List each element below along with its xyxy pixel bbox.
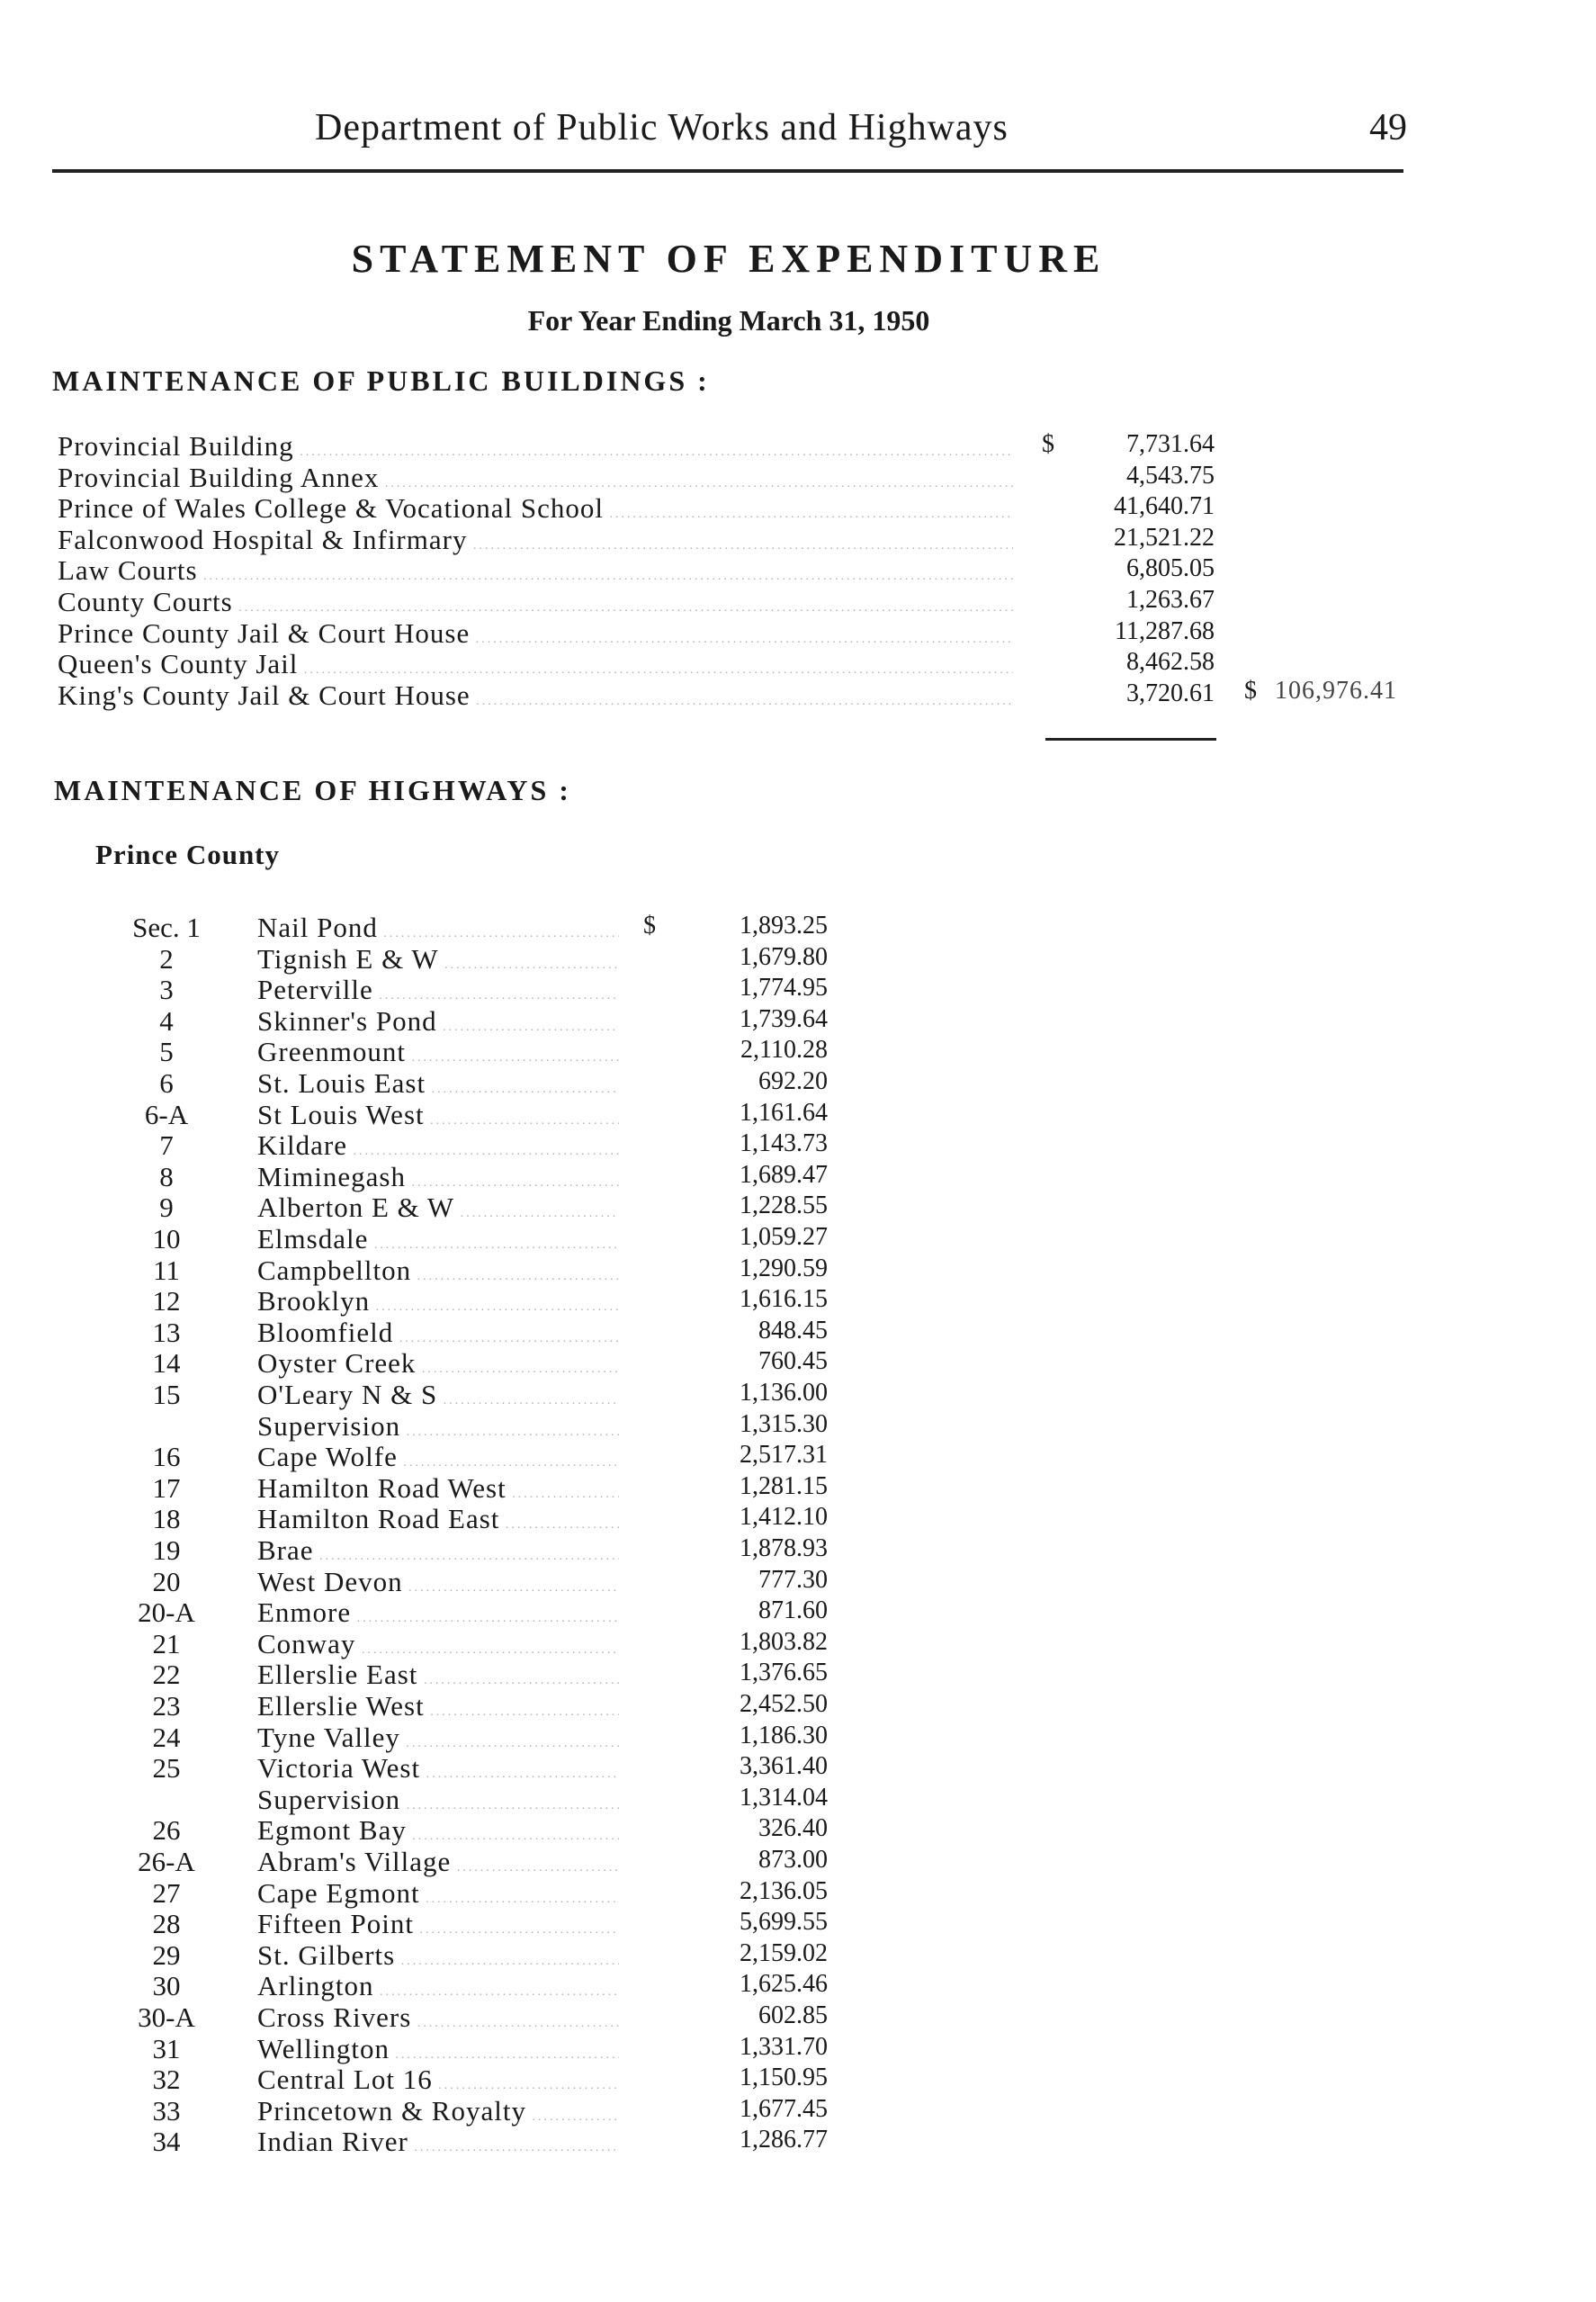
section-name: Greenmount .....: [257, 1036, 619, 1068]
section-name: Cape Wolfe .....: [257, 1441, 619, 1473]
section-name: Peterville .....: [257, 974, 619, 1006]
building-name: Queen's County Jail .....: [58, 648, 1013, 680]
section-number: 26-A: [138, 1846, 195, 1877]
section-name: Nail Pond .....: [257, 912, 619, 944]
building-name: Provincial Building Annex .....: [58, 462, 1013, 494]
section-number: 22: [152, 1659, 181, 1691]
section-name: Enmore .....: [257, 1596, 619, 1629]
section-amount: 1,803.82: [740, 1627, 828, 1656]
section-number: 9: [159, 1191, 174, 1224]
header-rule: [52, 169, 1403, 173]
section-amount: 1,143.73: [740, 1129, 828, 1158]
building-amount: 7,731.64: [1126, 430, 1215, 458]
building-amount: 21,521.22: [1114, 523, 1215, 552]
section-name: St Louis West .....: [257, 1099, 619, 1131]
section-number: 13: [152, 1316, 181, 1348]
section-name: St. Gilberts .....: [257, 1939, 619, 1972]
section-amount: 1,376.65: [740, 1659, 828, 1687]
section-amount: 1,331.70: [740, 2032, 828, 2061]
buildings-total: 106,976.41: [1275, 677, 1397, 705]
section-name: Oyster Creek .....: [257, 1347, 619, 1380]
section-heading-highways: MAINTENANCE OF HIGHWAYS :: [54, 774, 571, 806]
section-number: 18: [152, 1503, 181, 1535]
building-amount: 1,263.67: [1126, 586, 1215, 614]
section-amount: 2,159.02: [740, 1938, 828, 1967]
section-name: St. Louis East .....: [257, 1067, 619, 1100]
building-amount: 8,462.58: [1126, 648, 1215, 677]
section-number: 10: [152, 1223, 181, 1254]
section-name: Brae .....: [257, 1534, 619, 1567]
section-amount: 1,774.95: [740, 974, 828, 1003]
page-subtitle: For Year Ending March 31, 1950: [527, 304, 930, 337]
building-amount: 41,640.71: [1114, 492, 1215, 521]
section-amount: 1,290.59: [740, 1254, 828, 1282]
section-amount: 1,689.47: [740, 1160, 828, 1189]
section-name: O'Leary N & S .....: [257, 1379, 619, 1411]
section-amount: 1,739.64: [740, 1004, 828, 1033]
section-number: 24: [152, 1721, 181, 1753]
section-number: 23: [152, 1690, 181, 1722]
section-amount: 1,161.64: [740, 1098, 828, 1127]
section-number: 17: [152, 1471, 181, 1504]
section-number: 29: [152, 1938, 181, 1971]
section-amount: 5,699.55: [740, 1908, 828, 1937]
section-number: 6-A: [144, 1098, 189, 1130]
section-number: 11: [153, 1254, 180, 1286]
page-number: 49: [1369, 107, 1407, 148]
section-name: Tyne Valley .....: [257, 1722, 619, 1754]
section-name: Cross Rivers .....: [257, 2001, 619, 2034]
section-amount: 1,893.25: [740, 912, 828, 940]
section-name: Alberton E & W .....: [257, 1191, 619, 1224]
section-amount: 2,136.05: [740, 1876, 828, 1905]
section-number: 3: [159, 974, 174, 1006]
section-number: 27: [152, 1876, 181, 1909]
section-amount: 1,616.15: [740, 1285, 828, 1314]
section-number: 6: [159, 1067, 174, 1099]
section-heading-public-buildings: MAINTENANCE OF PUBLIC BUILDINGS :: [52, 364, 710, 397]
building-name: Falconwood Hospital & Infirmary .....: [58, 524, 1013, 556]
section-amount: 1,412.10: [740, 1503, 828, 1532]
section-name: Princetown & Royalty .....: [257, 2095, 619, 2127]
section-amount: 871.60: [758, 1596, 828, 1625]
section-number: Sec. 1: [132, 912, 201, 943]
section-amount: 1,281.15: [740, 1471, 828, 1500]
section-number: 16: [152, 1441, 181, 1473]
section-amount: 848.45: [758, 1316, 828, 1344]
section-amount: 1,136.00: [740, 1379, 828, 1407]
section-amount: 1,314.04: [740, 1783, 828, 1812]
building-name: Provincial Building .....: [58, 430, 1013, 463]
section-number: 19: [152, 1534, 181, 1566]
section-amount: 1,059.27: [740, 1223, 828, 1251]
building-name: Law Courts .....: [58, 554, 1013, 587]
section-number: 8: [159, 1160, 174, 1192]
building-amount: 6,805.05: [1126, 554, 1215, 583]
section-name: Campbellton .....: [257, 1254, 619, 1287]
section-amount: 1,625.46: [740, 1970, 828, 1999]
section-amount: 760.45: [758, 1347, 828, 1376]
section-number: 7: [159, 1129, 174, 1162]
section-number: 32: [152, 2064, 181, 2096]
section-name: Ellerslie East .....: [257, 1659, 619, 1691]
section-number: 14: [152, 1347, 181, 1380]
section-name: Ellerslie West .....: [257, 1690, 619, 1722]
buildings-total-dollar-sign: $: [1244, 677, 1257, 705]
building-amount: 3,720.61: [1126, 679, 1215, 707]
section-number: 15: [152, 1379, 181, 1410]
section-amount: 3,361.40: [740, 1752, 828, 1781]
section-amount: 326.40: [758, 1814, 828, 1843]
section-name: Abram's Village .....: [257, 1846, 619, 1878]
section-name: Fifteen Point .....: [257, 1908, 619, 1940]
section-amount: 873.00: [758, 1846, 828, 1874]
section-name: Central Lot 16 .....: [257, 2064, 619, 2096]
section-amount: 1,150.95: [740, 2064, 828, 2092]
section-amount: 1,315.30: [740, 1409, 828, 1438]
section-number: 26: [152, 1814, 181, 1847]
section-amount: 2,517.31: [740, 1441, 828, 1470]
section-name: Supervision .....: [257, 1784, 619, 1816]
section-number: 30: [152, 1970, 181, 2002]
section-name: Kildare .....: [257, 1129, 619, 1162]
section-number: 28: [152, 1908, 181, 1940]
section-name: Victoria West .....: [257, 1752, 619, 1785]
building-amount: 4,543.75: [1126, 461, 1215, 490]
building-name: County Courts .....: [58, 586, 1013, 618]
building-amount: 11,287.68: [1115, 616, 1215, 645]
section-name: Wellington .....: [257, 2033, 619, 2065]
section-amount: 602.85: [758, 2001, 828, 2029]
section-amount: 2,110.28: [740, 1036, 828, 1065]
section-number: 5: [159, 1036, 174, 1068]
section-name: West Devon .....: [257, 1566, 619, 1598]
section-number: 12: [152, 1285, 181, 1317]
building-name: King's County Jail & Court House .....: [58, 679, 1013, 712]
section-number: 21: [152, 1627, 181, 1659]
section-amount: 692.20: [758, 1067, 828, 1095]
section-amount: 1,677.45: [740, 2094, 828, 2123]
section-amount: 1,228.55: [740, 1191, 828, 1220]
section-name: Cape Egmont .....: [257, 1877, 619, 1910]
section-name: Bloomfield .....: [257, 1317, 619, 1349]
section-amount: 1,286.77: [740, 2126, 828, 2154]
county-heading: Prince County: [95, 839, 281, 870]
section-amount: 2,452.50: [740, 1690, 828, 1718]
section-amount: 1,878.93: [740, 1534, 828, 1562]
section-name: Supervision .....: [257, 1410, 619, 1443]
total-rule: [1045, 738, 1216, 741]
section-amount: 777.30: [758, 1565, 828, 1594]
section-name: Conway .....: [257, 1628, 619, 1660]
section-amount: 1,679.80: [740, 942, 828, 971]
section-name: Indian River .....: [257, 2126, 619, 2158]
section-name: Skinner's Pond .....: [257, 1005, 619, 1038]
section-name: Arlington .....: [257, 1970, 619, 2002]
section-number: 25: [152, 1752, 181, 1785]
section-amount: 1,186.30: [740, 1721, 828, 1749]
section-name: Brooklyn .....: [257, 1285, 619, 1317]
building-name: Prince County Jail & Court House .....: [58, 617, 1013, 650]
section-number: 33: [152, 2094, 181, 2127]
section-number: 2: [159, 942, 174, 975]
section-name: Hamilton Road West .....: [257, 1472, 619, 1505]
section-number: 34: [152, 2126, 181, 2158]
highways-dollar-sign: $: [643, 912, 656, 940]
section-number: 20: [152, 1565, 181, 1597]
section-name: Tignish E & W .....: [257, 943, 619, 976]
section-name: Miminegash .....: [257, 1161, 619, 1193]
building-name: Prince of Wales College & Vocational School .....: [58, 492, 1013, 525]
section-number: 30-A: [138, 2001, 195, 2033]
section-name: Hamilton Road East .....: [257, 1503, 619, 1535]
section-name: Egmont Bay .....: [257, 1814, 619, 1847]
section-number: 31: [152, 2032, 181, 2064]
buildings-dollar-sign: $: [1042, 430, 1054, 458]
page-title: STATEMENT OF EXPENDITURE: [351, 237, 1107, 281]
section-number: 4: [159, 1004, 174, 1037]
section-number: 20-A: [138, 1596, 195, 1629]
section-name: Elmsdale .....: [257, 1223, 619, 1255]
running-head: Department of Public Works and Highways: [315, 107, 1009, 148]
